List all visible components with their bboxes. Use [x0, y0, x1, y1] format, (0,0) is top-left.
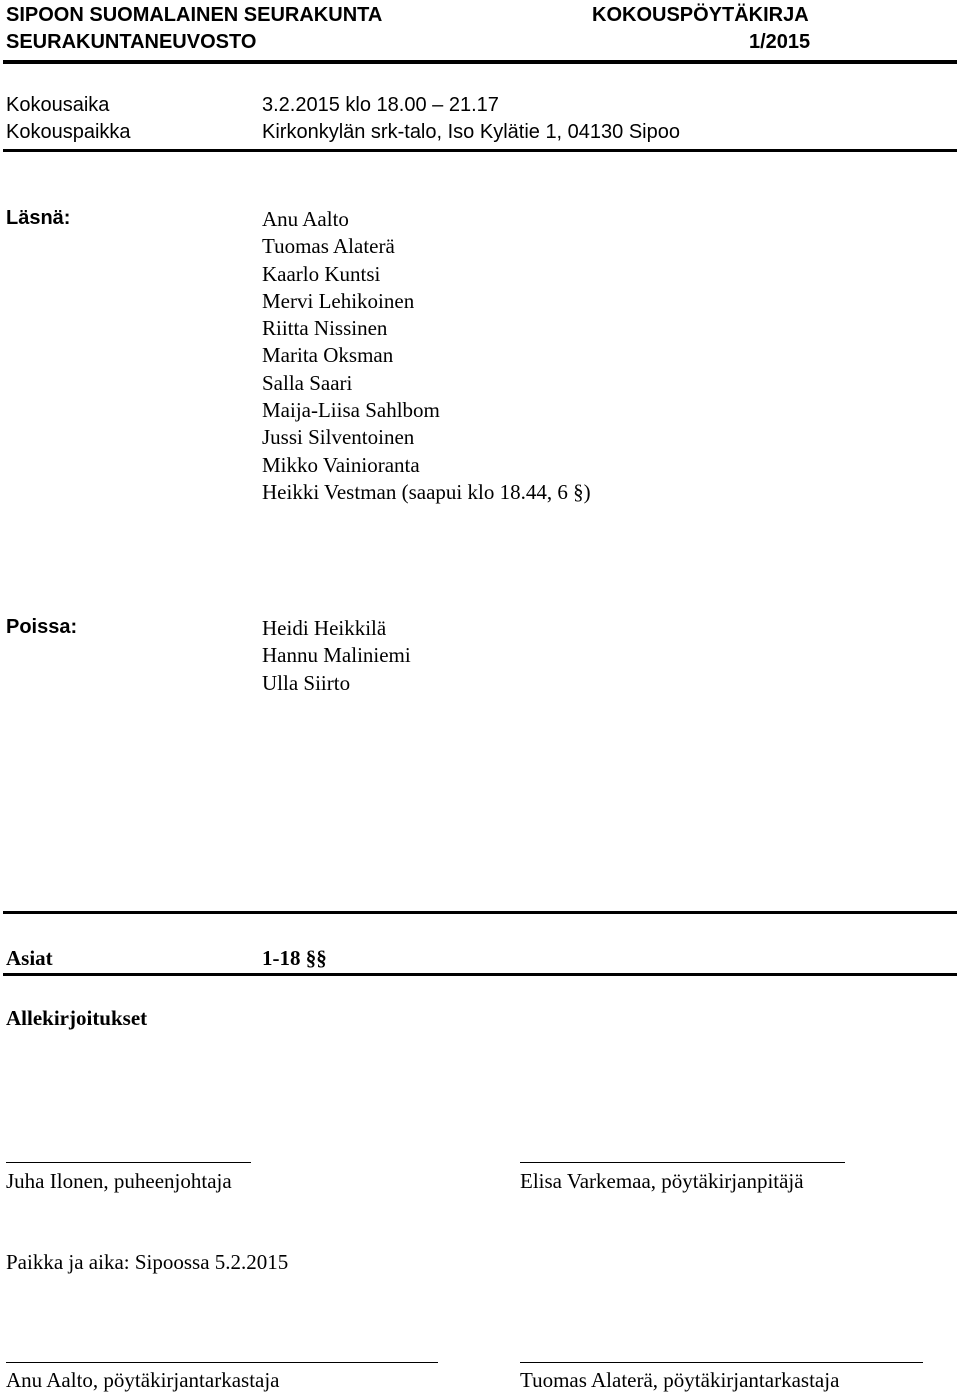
- list-item: Salla Saari: [262, 370, 353, 395]
- checker2-name: Tuomas Alaterä, pöytäkirjantarkastaja: [520, 1368, 840, 1392]
- list-item: Maija-Liisa Sahlbom: [262, 398, 440, 423]
- present-list: [262, 206, 591, 506]
- checker1-signature-line: [6, 1362, 438, 1363]
- checker1-name: Anu Aalto, pöytäkirjantarkastaja: [6, 1368, 280, 1392]
- list-item: Kaarlo Kuntsi: [262, 261, 381, 286]
- organization-name: SIPOON SUOMALAINEN SEURAKUNTA: [6, 4, 383, 26]
- chair-name: Juha Ilonen, puheenjohtaja: [6, 1169, 232, 1193]
- list-item: Tuomas Alaterä: [262, 234, 395, 259]
- absent-list: [262, 615, 411, 697]
- meeting-time-label: Kokousaika: [6, 94, 110, 116]
- list-item: Anu Aalto: [262, 207, 349, 231]
- list-item: Riitta Nissinen: [262, 316, 388, 341]
- list-item: Mikko Vainioranta: [262, 452, 420, 477]
- list-item: Hannu Maliniemi: [262, 643, 411, 668]
- chair-signature-line: [6, 1162, 251, 1163]
- absent-label: Poissa:: [6, 616, 78, 638]
- matters-top-divider: [3, 911, 957, 914]
- list-item: Mervi Lehikoinen: [262, 288, 415, 313]
- list-item: Jussi Silventoinen: [262, 425, 415, 450]
- list-item: Ulla Siirto: [262, 670, 351, 695]
- list-item: Heidi Heikkilä: [262, 616, 387, 640]
- checker2-signature-line: [520, 1362, 923, 1363]
- document-type: KOKOUSPÖYTÄKIRJA: [592, 4, 809, 26]
- list-item: Heikki Vestman (saapui klo 18.44, 6 §): [262, 479, 591, 504]
- meeting-place-value: Kirkonkylän srk-talo, Iso Kylätie 1, 04130 Sipoo: [262, 121, 680, 143]
- header-divider: [3, 60, 957, 64]
- list-item: Marita Oksman: [262, 343, 394, 368]
- place-and-date: Paikka ja aika: Sipoossa 5.2.2015: [6, 1250, 289, 1274]
- matters-value: 1-18 §§: [262, 946, 327, 970]
- secretary-signature-line: [520, 1162, 845, 1163]
- meeting-info-divider: [3, 149, 957, 152]
- meeting-time-value: 3.2.2015 klo 18.00 – 21.17: [262, 94, 499, 116]
- present-label: Läsnä:: [6, 207, 71, 229]
- matters-label: Asiat: [6, 946, 53, 970]
- document-number: 1/2015: [749, 31, 811, 53]
- meeting-place-label: Kokouspaikka: [6, 121, 131, 143]
- secretary-name: Elisa Varkemaa, pöytäkirjanpitäjä: [520, 1169, 804, 1193]
- signatures-heading: Allekirjoitukset: [6, 1006, 148, 1030]
- governing-body: SEURAKUNTANEUVOSTO: [6, 31, 257, 53]
- matters-bottom-divider: [3, 973, 957, 976]
